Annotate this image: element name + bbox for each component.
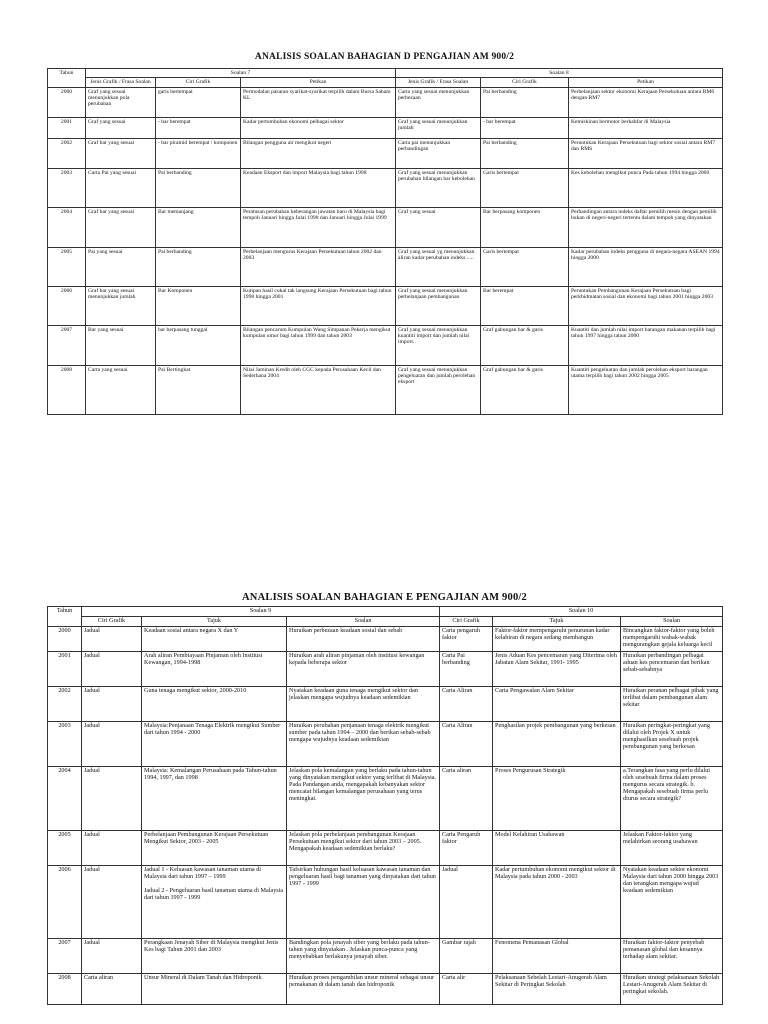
table-row	[48, 117, 723, 138]
graph-feature-cell: Kadar pertumbuhan ekonomi mengikut sektor di Malaysia pada tahun 2000 - 2003	[493, 865, 621, 938]
column-header: Petikan	[569, 78, 723, 87]
analysis-table-section-d	[47, 52, 722, 415]
excerpt-cell: Nyatakan keadaan guna tenaga mengikut sektor dan jelaskan mengapa wujudnya keadaan sedemikian	[287, 686, 440, 721]
graph-type-cell: Carta aliran	[82, 973, 142, 1004]
graph-type-cell: Graf yang sesuai menunjukkan jumlah	[396, 117, 481, 138]
excerpt-cell: Permodalan pasaran syarikat-syarikat terpilih dalam Bursa Saham KL	[241, 87, 396, 117]
year-cell: 2002	[48, 138, 86, 168]
excerpt-cell: Perbelanjaan sektor ekonomi Kerajaan Persekutuan antara RM6 dengan RM7	[569, 87, 723, 117]
graph-feature-cell: Malaysia: Kemalangan Perusahaan pada Tahun-tahun 1994, 1997, dan 1998	[142, 766, 287, 830]
year-header: Tahun	[48, 69, 86, 88]
graph-feature-cell: Pai berbanding	[156, 247, 241, 286]
excerpt-cell: Kutipan hasil cukai tak langsung Kerajaan Persekutuan bagi tahun 1998 hingga 2001	[241, 286, 396, 325]
year-cell: 2004	[48, 766, 82, 830]
excerpt-cell: Bincangkan faktor-faktor yang boleh mempengaruhi wabak-wabak mengurangkan gejala keluarga kecil	[621, 626, 723, 651]
column-header: Soalan	[621, 616, 723, 626]
year-cell: 2005	[48, 830, 82, 865]
graph-type-cell: Graf bar yang sesuai menunjukkan jumlah	[86, 286, 156, 325]
graph-type-cell: Jadual	[82, 626, 142, 651]
excerpt-cell: Huraikan perbezaan keadaan sosial dan sebab	[287, 626, 440, 651]
analysis-table	[47, 68, 723, 415]
graph-feature-cell: Jenis Aduan Kes pencemaran yang Diterima oleh Jabatan Alam Sekitar, 1991- 1995	[493, 651, 621, 686]
graph-type-cell: Graf yang sesuai	[86, 117, 156, 138]
year-cell: 2007	[48, 325, 86, 365]
table-row	[48, 365, 723, 414]
excerpt-cell: Peruntukan Pembangunan Kerajaan Persekutuan bagi perkhidmatan sosial dan ekonomi bagi tahun 2001 hingga 2003	[569, 286, 723, 325]
graph-feature-cell: Perbelanjaan Pembangunan Kerajaan Persekutuan Mengikut Sektor, 2003 - 2005	[142, 830, 287, 865]
graph-feature-cell: Unsur Mineral di Dalam Tanah dan Hidroponik	[142, 973, 287, 1004]
question-a-header: Soalan 9	[82, 607, 440, 617]
graph-type-cell: Graf yang sesuai menunjukkan perbelanjaan pembangunan	[396, 286, 481, 325]
graph-feature-cell: Bar Komponen	[156, 286, 241, 325]
graph-type-cell: Pai yang sesuai	[86, 247, 156, 286]
excerpt-cell: Nilai Jaminan Kredit oleh CGC kepada Perusahaan Kecil dan Sederhana 2004	[241, 365, 396, 414]
question-b-header: Soalan 8	[396, 69, 723, 78]
graph-type-cell: Carta yang sesuai	[86, 365, 156, 414]
excerpt-cell: Jelaskan pola kemalangan yang berlaku pada tahun-tahun yang dinyatakan mengikut sektor yang terlibat di Malaysia. Pada Pandangan anda, mengapakah kebanyakan sektor mencatat bilangan kemalangan perusahaan yang terus meningkat.	[287, 766, 440, 830]
year-cell: 2001	[48, 651, 82, 686]
excerpt-cell: Bandingkan pola jenayah siber yang berlaku pada tahun-tahun yang dinyatakan . Jelaskan punca-punca yang menyebabkan berlakunya jenayah siber.	[287, 938, 440, 973]
graph-feature-cell: Garis bertempat	[481, 168, 569, 207]
graph-feature-cell: Pelaksanaan Sebelah Lestari-Anugerah Alam Sekitar di Peringkat Sekolah	[493, 973, 621, 1004]
excerpt-cell: a.Terangkan fasa yang perlu dilalui oleh sesebuah firma dalam proses mengurus secara strategik. b. Mengapakah sesebuah firma perlu diurus secara strategik?	[621, 766, 723, 830]
graph-type-cell: Graf bar yang sesuai	[86, 207, 156, 247]
table-row	[48, 651, 723, 686]
graph-type-cell: Jadual	[82, 938, 142, 973]
excerpt-cell: Jelaskan pola perbelanjaan pembangunan Kerajaan Persekutuan mengikut sektor dari tahun 2003 – 2005. Mengapakah keadaan sedemikian berlaku?	[287, 830, 440, 865]
year-cell: 2007	[48, 938, 82, 973]
graph-feature-cell: Pai berbanding	[481, 87, 569, 117]
year-cell: 2006	[48, 865, 82, 938]
table-title: ANALISIS SOALAN BAHAGIAN D PENGAJIAN AM 900/2	[254, 52, 515, 62]
table-row	[48, 87, 723, 117]
graph-type-cell: Carta pengaruh faktor	[440, 626, 493, 651]
column-header: Ciri Grafik	[82, 616, 142, 626]
graph-type-cell: Bar yang sesuai	[86, 325, 156, 365]
table-row	[48, 286, 723, 325]
table-row	[48, 938, 723, 973]
year-cell: 2008	[48, 365, 86, 414]
table-row	[48, 168, 723, 207]
excerpt-cell: Kadar pertumbuhan ekonomi pelbagai sektor	[241, 117, 396, 138]
excerpt-cell: Huraikan strategi pelaksanaan Sekolah Lestari-Anugerah Alam Sekitar di peringkat sekolah.	[621, 973, 723, 1004]
column-header: Soalan	[287, 616, 440, 626]
graph-feature-cell: Faktor-faktor mempengaruhi penurunan kadar kelahiran di negara sedang membangun	[493, 626, 621, 651]
excerpt-cell: Bilangan pencarum Kumpulan Wang Simpanan Pekerja mengikut kumpulan umur bagi tahun 1999 dan tahun 2003	[241, 325, 396, 365]
year-cell: 2008	[48, 973, 82, 1004]
graph-feature-cell: Fenomena Pemanasan Global	[493, 938, 621, 973]
graph-type-cell: Jadual	[82, 766, 142, 830]
column-header: Jenis Grafik / Frasa Soalan	[396, 78, 481, 87]
graph-feature-cell: - bar piramid berempat / komponen	[156, 138, 241, 168]
excerpt-cell: Kuantiti dan jumlah nilai import barangan makanan terpilih bagi tahun 1997 hingga tahun 2000	[569, 325, 723, 365]
excerpt-cell: Perbandingan antara indeks daftar pemilih mesin dengan pemilih bukan di negeri-negeri tertentu dalam tempoh yang dinyatakan	[569, 207, 723, 247]
excerpt-cell: Peruntukan Kerajaan Persekutuan bagi sektor sosial antara RM7 dan RMS	[569, 138, 723, 168]
graph-type-cell: Carta Pengaruh faktor	[440, 830, 493, 865]
graph-type-cell: Graf yang sesuai menunjukkan perubahan bilangan bar kebolehan	[396, 168, 481, 207]
graph-type-cell: Graf yang sesuai yg menunjukkan aliran kadar perubahan indeks .....	[396, 247, 481, 286]
table-row	[48, 686, 723, 721]
column-header: Petikan	[241, 78, 396, 87]
graph-type-cell: Carta alir	[440, 973, 493, 1004]
graph-feature-cell: Malaysia:Penjanaan Tenaga Elektrik mengikut Sumber dari tahun 1994 - 2000	[142, 721, 287, 766]
excerpt-cell: Keadaan Eksport dan import Malaysia bagi tahun 1998	[241, 168, 396, 207]
excerpt-cell: Huraikan arah aliran pinjaman oleh institusi kewangan kepada beberapa sektor	[287, 651, 440, 686]
graph-feature-cell: - bar berempat	[481, 117, 569, 138]
excerpt-cell: Peratusan perubahan keberangan jawatan baru di Malaysia bagi tempoh Januari hingga Julai 1998 dan Januari hingga Julai 1999	[241, 207, 396, 247]
graph-type-cell: Jadual	[440, 865, 493, 938]
graph-feature-cell: Bar berpasang komponen	[481, 207, 569, 247]
graph-feature-cell: Bar berempat	[481, 286, 569, 325]
year-cell: 2000	[48, 626, 82, 651]
year-header: Tahun	[48, 607, 82, 627]
graph-feature-cell: Pai berbanding	[481, 138, 569, 168]
year-cell: 2005	[48, 247, 86, 286]
table-row	[48, 138, 723, 168]
year-cell: 2006	[48, 286, 86, 325]
graph-feature-cell: Perangkaan Jenayah Siber di Malaysia mengikut Jenis Kes bagi Tahun 2001 dan 2003	[142, 938, 287, 973]
question-a-header: Soalan 7	[86, 69, 396, 78]
graph-feature-cell: Pai berbanding	[156, 168, 241, 207]
graph-feature-cell: Model Kelahiran Usahawan	[493, 830, 621, 865]
graph-type-cell: Jadual	[82, 865, 142, 938]
graph-type-cell: Carta yang sesuai menunjukkan perbezaan	[396, 87, 481, 117]
table-row	[48, 865, 723, 938]
year-cell: 2003	[48, 168, 86, 207]
graph-feature-cell: Penghasilan projek pembangunan yang berkesan	[493, 721, 621, 766]
graph-feature-cell: garis bertempat	[156, 87, 241, 117]
excerpt-cell: Kadar perubahan indeks pengguna di negara-negara ASEAN 1994 hingga 2000	[569, 247, 723, 286]
graph-feature-cell: Keadaan sosial antara negara X dan Y	[142, 626, 287, 651]
excerpt-cell: Bilangan pengguna air mengikut negeri	[241, 138, 396, 168]
excerpt-cell: Tafsirkan hubungan hasil keluasan kawasan tanaman dan pengeluaran hasil bagi tanaman yang dinyatakan dari tahun 1997 - 1999	[287, 865, 440, 938]
graph-type-cell: Carta Aliran	[440, 686, 493, 721]
table-row	[48, 207, 723, 247]
graph-feature-cell: Garis bertempat	[481, 247, 569, 286]
column-header: Ciri Grafik	[440, 616, 493, 626]
excerpt-cell: Perbelanjaan mengurus Kerajaan Persekutuan tahun 2002 dan 2003	[241, 247, 396, 286]
graph-type-cell: Graf yang sesuai menunjukkan pengeluaran dan jumlah perolehan eksport	[396, 365, 481, 414]
graph-type-cell: Graf bar yang sesuai	[86, 138, 156, 168]
graph-feature-cell: Graf gabungan bar & garis	[481, 365, 569, 414]
excerpt-cell: Huraikan faktor-faktor penyebab pemanasan global dan kesannya terhadap alam sekitar.	[621, 938, 723, 973]
question-b-header: Soalan 10	[440, 607, 723, 617]
year-cell: 2003	[48, 721, 82, 766]
graph-feature-cell: - bar berempat	[156, 117, 241, 138]
graph-feature-cell: Jadual 1 - Keluasan kawasan tanaman utama di Malaysia dari tahun 1997 – 1999 Jadual 2 - Pengeluaran hasil tanaman utama di Malaysia dari tahun 1997 - 1999	[142, 865, 287, 938]
column-header: Jenis Grafik / Frasa Soalan	[86, 78, 156, 87]
year-cell: 2000	[48, 87, 86, 117]
graph-type-cell: Jadual	[82, 830, 142, 865]
excerpt-cell: Huraikan perubahan penjanaan tenaga elektrik mengikut sumber pada tahun 1994 – 2000 dan berikan sebab-sebab mengapa wujudnya keadaan sedemikian	[287, 721, 440, 766]
analysis-table	[47, 606, 723, 1005]
excerpt-cell: Jelaskan Faktor-faktor yang melahirkan seorang usahawan	[621, 830, 723, 865]
excerpt-cell: Huraikan peranan pelbagai pihak yang terlibat dalam pembangunan alam sekitar	[621, 686, 723, 721]
graph-feature-cell: Arah aliran Pembiayaan Pinjaman oleh Institusi Kewangan, 1994-1998	[142, 651, 287, 686]
graph-feature-cell: Graf gabungan bar & garis	[481, 325, 569, 365]
graph-feature-cell: Pai Bertingkat	[156, 365, 241, 414]
excerpt-cell: Huraikan perbandingan pelbagai aduan kes pencemaran dan berikan sebab-sebabnya	[621, 651, 723, 686]
column-header: Ciri Grafik	[156, 78, 241, 87]
year-cell: 2002	[48, 686, 82, 721]
column-header: Ciri Grafik	[481, 78, 569, 87]
graph-type-cell: Jadual	[82, 721, 142, 766]
graph-type-cell: Carta Pai berbanding	[440, 651, 493, 686]
graph-type-cell: Carta pai menunjukkan perbandingan	[396, 138, 481, 168]
table-title: ANALISIS SOALAN BAHAGIAN E PENGAJIAN AM 900/2	[242, 592, 527, 603]
excerpt-cell: Kes kebolehan mengikut punca Pada tahun 1994 hingga 2000	[569, 168, 723, 207]
graph-feature-cell: Guna tenaga mengikut sektor, 2000-2010	[142, 686, 287, 721]
graph-feature-cell: Carta Pengawalan Alam Sekitar	[493, 686, 621, 721]
graph-type-cell: Graf yang sesuai menunjukkan kuantiti import dan jumlah nilai import..	[396, 325, 481, 365]
table-row	[48, 830, 723, 865]
graph-type-cell: Carta Pai yang sesuai	[86, 168, 156, 207]
graph-type-cell: Graf yang sesuai	[396, 207, 481, 247]
graph-type-cell: Jadual	[82, 651, 142, 686]
table-row	[48, 325, 723, 365]
column-header: Tajuk	[493, 616, 621, 626]
excerpt-cell: Huraikan peringkat-peringkat yang dilalui oleh Projek X untuk menghasilkan sesebuah projek pembangunan yang berkesan	[621, 721, 723, 766]
year-cell: 2001	[48, 117, 86, 138]
graph-feature-cell: Bar memanjang	[156, 207, 241, 247]
table-row	[48, 247, 723, 286]
table-row	[48, 973, 723, 1004]
analysis-table-section-e	[47, 592, 722, 1005]
excerpt-cell: Huraikan proses pengambilan unsur mineral sebagai unsur pemakanan di dalam tanah dan hidroponik	[287, 973, 440, 1004]
table-row	[48, 721, 723, 766]
year-cell: 2004	[48, 207, 86, 247]
graph-feature-cell: Proses Pengurusan Strategik	[493, 766, 621, 830]
excerpt-cell: Kuantiti pengeluaran dan jumlah perolehan eksport barangan utama terpilih bagi tahun 2002 hingga 2005	[569, 365, 723, 414]
graph-type-cell: Carta Aliran	[440, 721, 493, 766]
graph-type-cell: Jadual	[82, 686, 142, 721]
graph-feature-cell: bar berpasang tunggal	[156, 325, 241, 365]
column-header: Tajuk	[142, 616, 287, 626]
graph-type-cell: Carta aliran	[440, 766, 493, 830]
graph-type-cell: Gambar rajah	[440, 938, 493, 973]
table-row	[48, 626, 723, 651]
table-row	[48, 766, 723, 830]
graph-type-cell: Graf yang sesuai menunjukkan pola perubahan	[86, 87, 156, 117]
excerpt-cell: Kemiskinan bermotor berkahfar di Malaysia	[569, 117, 723, 138]
excerpt-cell: Nyatakan keadaan sektor ekonomi Malaysia dari tahun 2000 hingga 2003 dan terangkan mengapa wujud keadaan sedemikian	[621, 865, 723, 938]
